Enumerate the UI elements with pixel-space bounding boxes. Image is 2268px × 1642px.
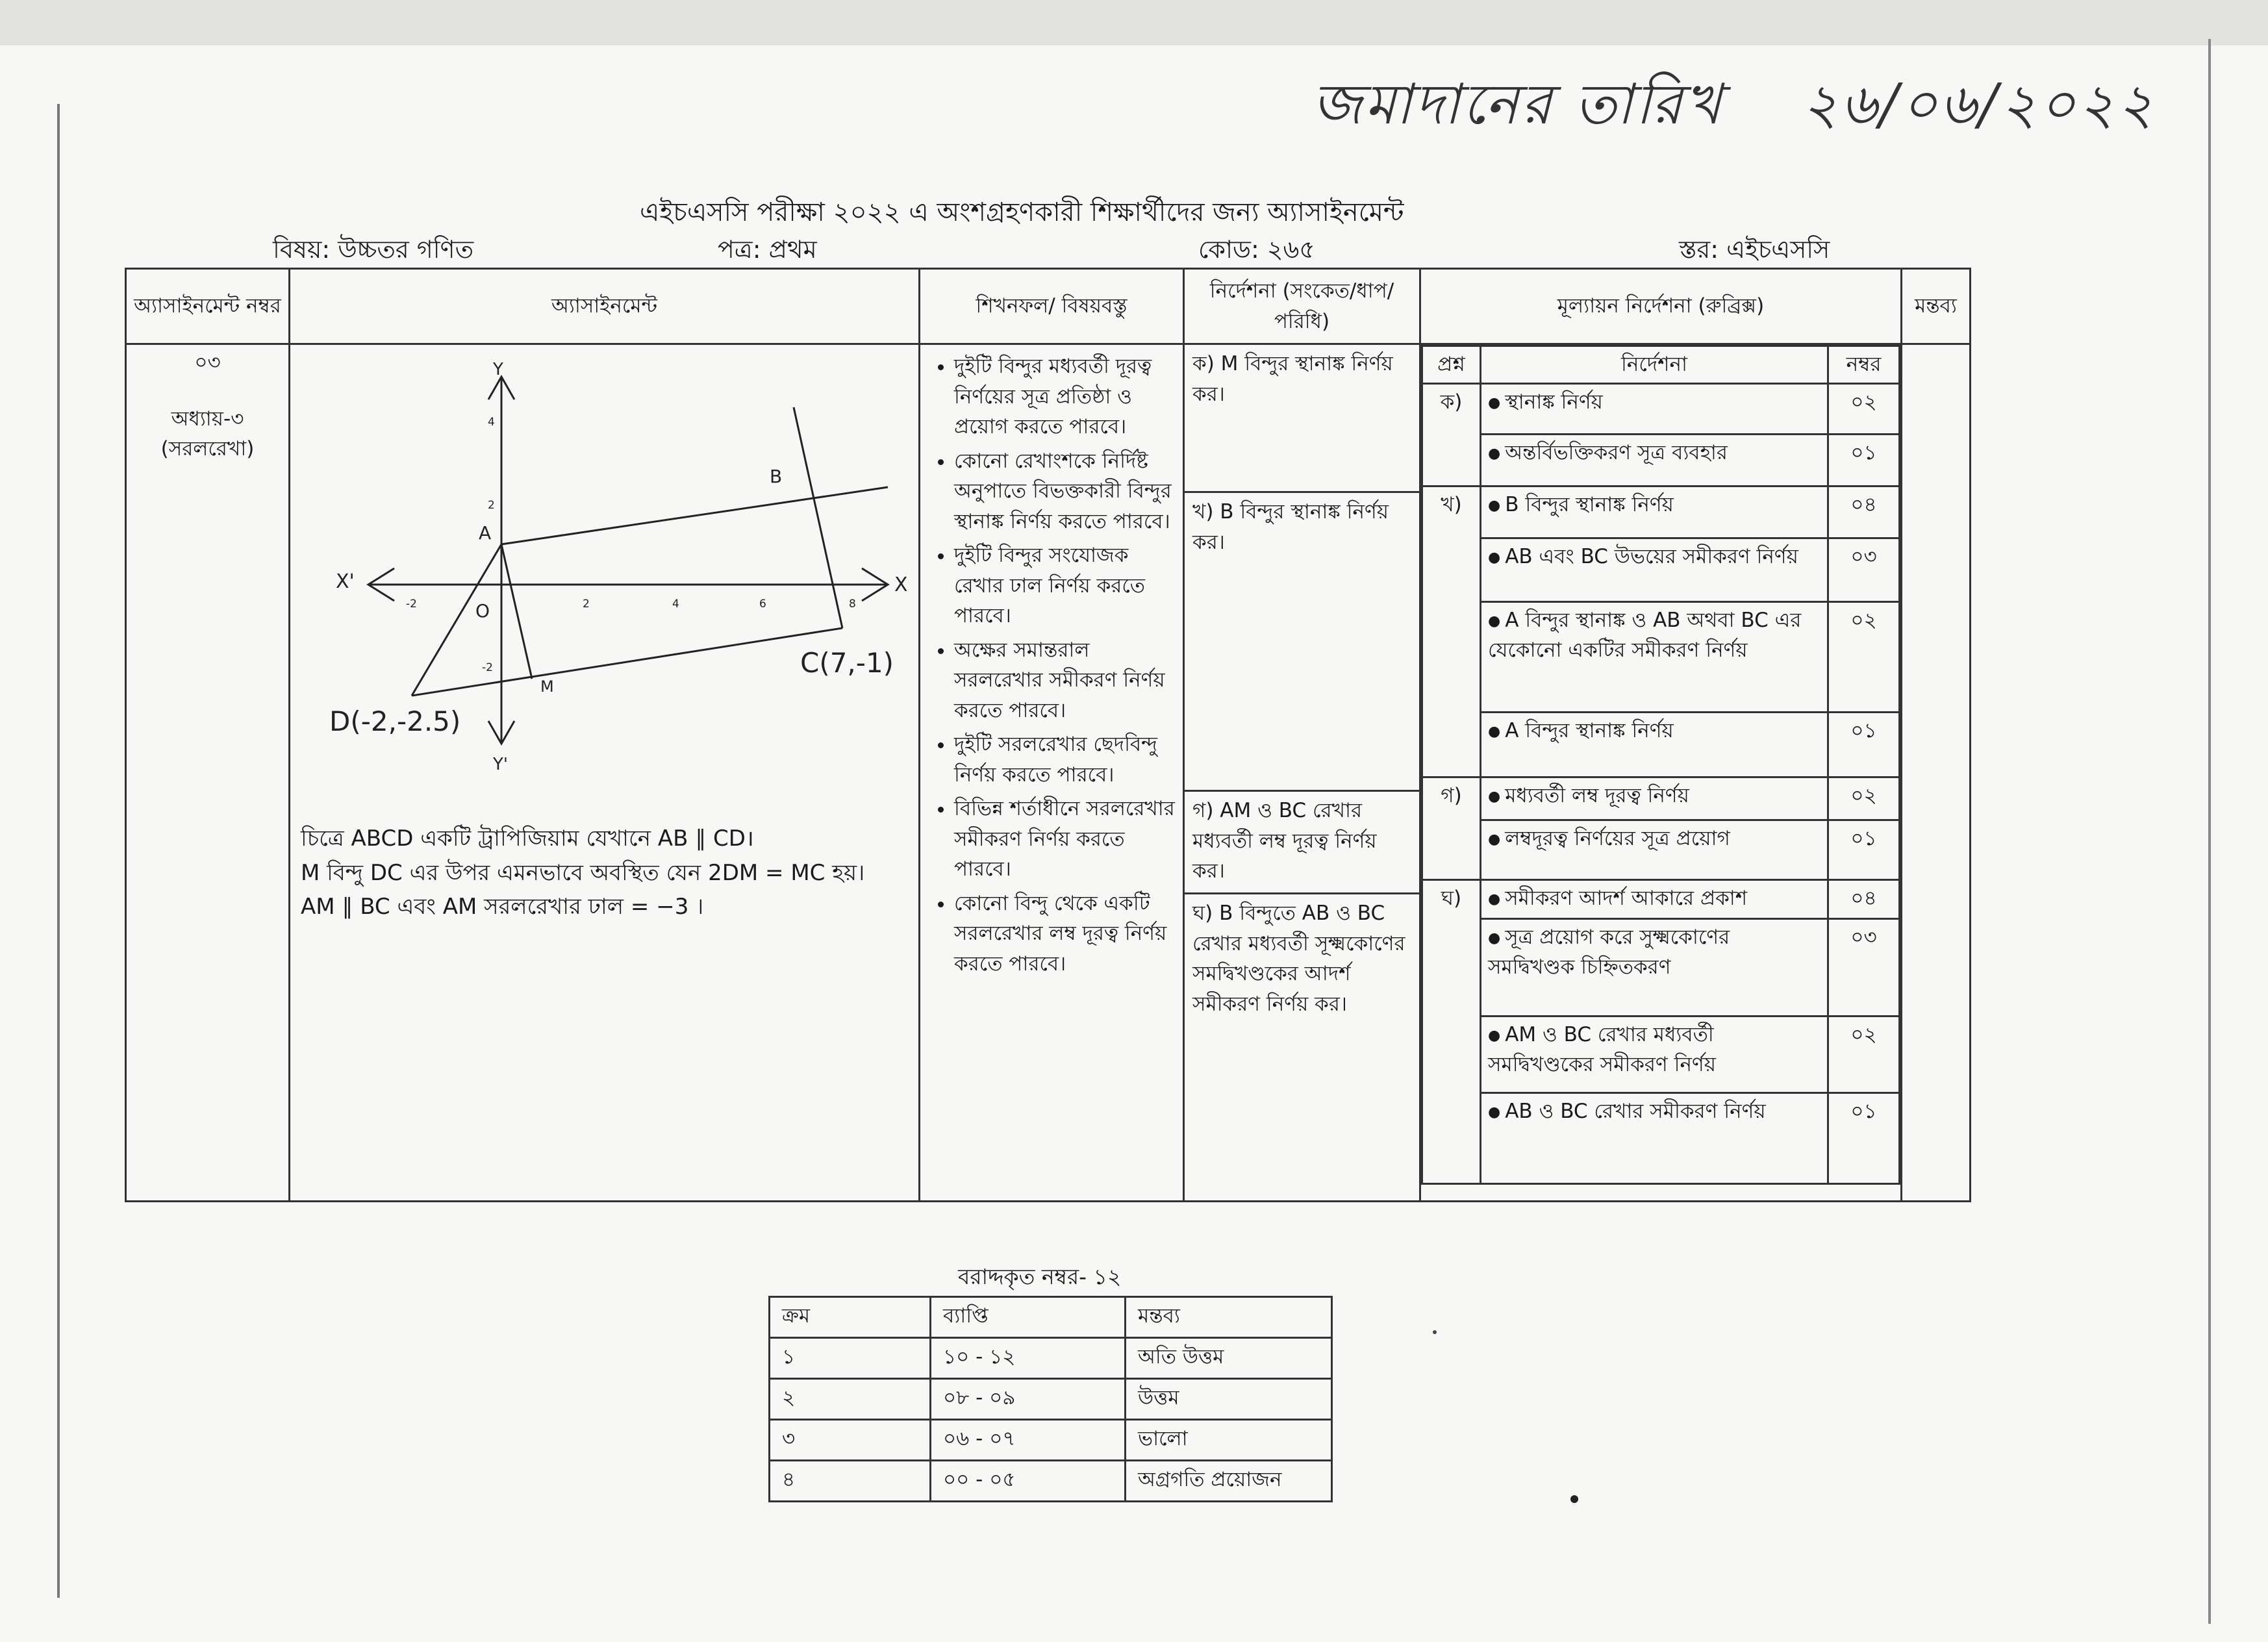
tick-y-0: 4 [488,416,495,429]
table-row [1422,777,1900,820]
list-item: • কোনো বিন্দু থেকে একটি সরলরেখার লম্ব দূরত্ব নির্ণয় করতে পারবে। [954,889,1176,979]
rubric-item: ● AB এবং BC উভয়ের সমীকরণ নির্ণয় [1481,538,1828,601]
rubric-header-row [1422,346,1900,384]
assignment-table [125,268,1971,1202]
handwritten-date-label: জমাদানের তারিখ [1312,72,1724,137]
ink-dot [1570,1495,1578,1503]
table-header-row [126,269,1971,344]
score-rank: ৪ [770,1461,931,1502]
rubric-marks: ০১ [1828,712,1900,777]
problem-line: AM ∥ BC এবং AM সরলরেখার ঢাল = −3 । [301,894,704,920]
handwritten-date-value: ২৬/০৬/২০২২ [1802,72,2156,137]
rubric-marks: ০৪ [1828,879,1900,918]
rubric-item: ● A বিন্দুর স্থানাঙ্ক নির্ণয় [1481,712,1828,777]
tick-x-3: 6 [759,598,766,611]
label-x-neg: X' [336,570,355,593]
score-header: মন্তব্য [1126,1297,1332,1338]
scan-edge [0,0,2268,45]
outcome-cell [920,344,1184,1202]
rubric-item: ● AM ও BC রেখার মধ্যবর্তী সমদ্বিখণ্ডকের সমীকরণ নির্ণয় [1481,1016,1828,1093]
subject-code: কোড: ২৬৫ [1198,235,1315,264]
problem-line: চিত্রে ABCD একটি ট্রাপিজিয়াম যেখানে AB ∥ CD। [301,826,754,852]
segment-am [501,544,532,679]
chapter: অধ্যায়-৩ [171,407,244,431]
header-outcome: শিখনফল/ বিষয়বস্তু [920,269,1184,344]
table-row [1422,918,1900,1016]
ink-dot [1433,1330,1437,1334]
score-remark: ভালো [1126,1420,1332,1461]
label-m: M [540,677,554,696]
rubric-header-marks: নম্বর [1828,346,1900,384]
table-row [1422,434,1900,486]
rubric-header-q: প্রশ্ন [1422,346,1481,384]
allocated-marks: বরাদ্দকৃত নম্বর- ১২ [958,1264,1122,1289]
header-assignment: অ্যাসাইনমেন্ট [290,269,920,344]
list-item: • দুইটি বিন্দুর সংযোজক রেখার ঢাল নির্ণয় করতে পারবে। [954,540,1176,631]
label-d: D(-2,-2.5) [329,705,461,737]
header-remarks: মন্তব্য [1902,269,1971,344]
rubric-item: ● মধ্যবর্তী লম্ব দূরত্ব নির্ণয় [1481,777,1828,820]
score-table [768,1296,1333,1502]
list-item: • কোনো রেখাংশকে নির্দিষ্ট অনুপাতে বিভক্তকারী বিন্দুর স্থানাঙ্ক নির্ণয় করতে পারবে। [954,446,1176,537]
score-header: ব্যাপ্তি [931,1297,1126,1338]
rubric-item: ● লম্বদূরত্ব নির্ণয়ের সূত্র প্রয়োগ [1481,820,1828,879]
rubric-cell [1420,344,1902,1202]
table-row [770,1461,1332,1502]
table-row [1422,879,1900,918]
line-ab [501,487,888,544]
rubric-marks: ০১ [1828,434,1900,486]
table-row [1422,1093,1900,1183]
tick-x-1: 2 [583,598,590,611]
tick-y-2: -2 [482,661,493,674]
rubric-marks: ০২ [1828,383,1900,434]
direction-c: গ) AM ও BC রেখার মধ্যবর্তী লম্ব দূরত্ব নির্ণয় কর। [1185,792,1419,894]
rubric-q: ক) [1422,383,1481,486]
header-assignment-no: অ্যাসাইনমেন্ট নম্বর [126,269,290,344]
score-remark: অগ্রগতি প্রয়োজন [1126,1461,1332,1502]
label-y-neg: Y' [493,755,509,774]
label-origin: O [475,600,490,622]
label-y: Y [493,360,503,379]
remarks-cell [1902,344,1971,1202]
table-row [1422,486,1900,538]
list-item: • দুইটি সরলরেখার ছেদবিন্দু নির্ণয় করতে পারবে। [954,729,1176,790]
score-remark: উত্তম [1126,1379,1332,1420]
problem-line: M বিন্দু DC এর উপর এমনভাবে অবস্থিত যেন 2DM = MC হয়। [301,859,865,886]
rubric-item: ● সমীকরণ আদর্শ আকারে প্রকাশ [1481,879,1828,918]
score-range: ০৬ - ০৭ [931,1420,1126,1461]
direction-d: ঘ) B বিন্দুতে AB ও BC রেখার মধ্যবর্তী সূক্ষ্মকোণের সমদ্বিখণ্ডকের আদর্শ সমীকরণ নির্ণয় কর। [1192,902,1405,1016]
rubric-table [1421,345,1900,1185]
score-rank: ২ [770,1379,931,1420]
rubric-marks: ০১ [1828,1093,1900,1183]
table-row [1422,820,1900,879]
table-row [1422,538,1900,601]
assignment-no: ০৩ [194,351,221,374]
handwritten-date [1312,62,2156,155]
assignment-no-cell [126,344,290,1202]
rubric-item: ● সূত্র প্রয়োগ করে সুক্ষ্মকোণের সমদ্বিখণ্ডক চিহ্নিতকরণ [1481,918,1828,1016]
rubric-marks: ০২ [1828,1016,1900,1093]
table-row [1422,601,1900,712]
list-item: • দুইটি বিন্দুর মধ্যবর্তী দূরত্ব নির্ণয়ের সূত্র প্রতিষ্ঠা ও প্রয়োগ করতে পারবে। [954,351,1176,442]
label-x: X [894,574,908,596]
rubric-item: ● অন্তর্বিভক্তিকরণ সূত্র ব্যবহার [1481,434,1828,486]
rubric-marks: ০৩ [1828,538,1900,601]
rubric-header-direction: নির্দেশনা [1481,346,1828,384]
score-header: ক্রম [770,1297,931,1338]
score-range: ০৮ - ০৯ [931,1379,1126,1420]
label-b: B [770,466,783,487]
outcome-list [927,351,1176,979]
score-range: ১০ - ১২ [931,1338,1126,1379]
score-header-row [770,1297,1332,1338]
tick-y-1: 2 [488,499,495,512]
segment-dc [412,628,842,696]
score-rank: ৩ [770,1420,931,1461]
rubric-item: ● স্থানাঙ্ক নির্ণয় [1481,383,1828,434]
rubric-marks: ০২ [1828,777,1900,820]
rubric-marks: ০২ [1828,601,1900,712]
direction-a: ক) M বিন্দুর স্থানাঙ্ক নির্ণয় কর। [1185,345,1419,493]
header-evaluation: মূল্যায়ন নির্দেশনা (রুব্রিক্স) [1420,269,1902,344]
rubric-q: ঘ) [1422,879,1481,1183]
list-item: • বিভিন্ন শর্তাধীনে সরলরেখার সমীকরণ নির্ণয় করতে পারবে। [954,794,1176,885]
margin-line-left [57,104,60,1598]
rubric-marks: ০৪ [1828,486,1900,538]
header-direction: নির্দেশনা (সংকেত/ধাপ/পরিধি) [1184,269,1420,344]
assignment-cell [290,344,920,1202]
rubric-marks: ০১ [1828,820,1900,879]
page-title: এইচএসসি পরীক্ষা ২০২২ এ অংশগ্রহণকারী শিক্ষার্থীদের জন্য অ্যাসাইনমেন্ট [640,197,1404,227]
table-row [1422,712,1900,777]
margin-line-right [2208,39,2211,1624]
rubric-item: ● B বিন্দুর স্থানাঙ্ক নির্ণয় [1481,486,1828,538]
direction-b: খ) B বিন্দুর স্থানাঙ্ক নির্ণয় কর। [1185,493,1419,792]
table-row [770,1420,1332,1461]
rubric-q: গ) [1422,777,1481,879]
paper-no: পত্র: প্রথম [718,235,817,264]
label-a: A [479,522,492,544]
rubric-q: খ) [1422,486,1481,777]
subject: বিষয়: উচ্চতর গণিত [273,235,474,264]
score-remark: অতি উত্তম [1126,1338,1332,1379]
coordinate-graph [303,360,914,776]
tick-x-2: 4 [672,598,679,611]
label-c: C(7,-1) [800,647,894,679]
rubric-marks: ০৩ [1828,918,1900,1016]
score-rank: ১ [770,1338,931,1379]
table-row [1422,1016,1900,1093]
chapter-name: (সরলরেখা) [160,437,255,461]
table-row [770,1379,1332,1420]
level: স্তর: এইচএসসি [1679,235,1830,264]
table-row [770,1338,1332,1379]
table-row [1422,383,1900,434]
tick-x-4: 8 [849,598,856,611]
problem-statement [301,822,908,924]
rubric-item: ● AB ও BC রেখার সমীকরণ নির্ণয় [1481,1093,1828,1183]
rubric-item: ● A বিন্দুর স্থানাঙ্ক ও AB অথবা BC এর যেকোনো একটির সমীকরণ নির্ণয় [1481,601,1828,712]
tick-x-0: -2 [406,598,417,611]
direction-cell [1184,344,1420,1202]
list-item: • অক্ষের সমান্তরাল সরলরেখার সমীকরণ নির্ণয় করতে পারবে। [954,635,1176,726]
score-range: ০০ - ০৫ [931,1461,1126,1502]
line-bc [794,407,842,628]
table-row [126,344,1971,1202]
